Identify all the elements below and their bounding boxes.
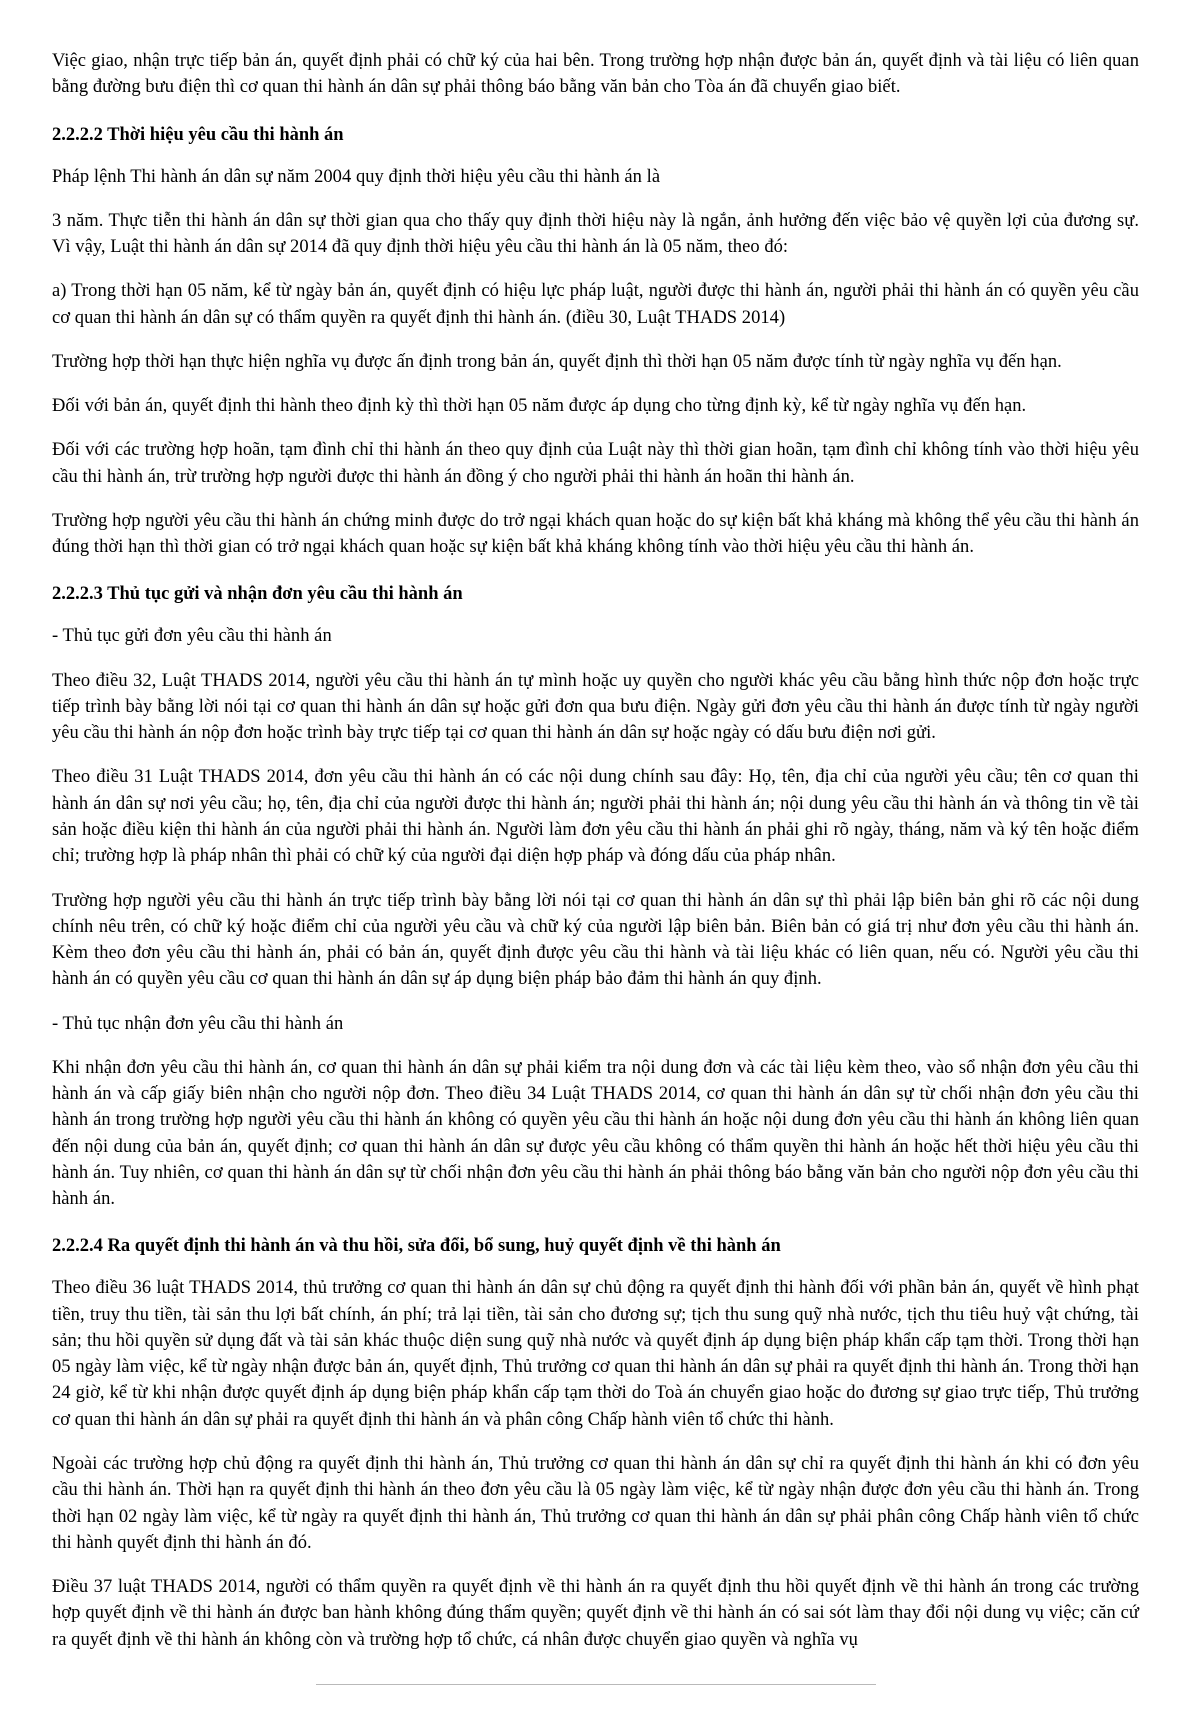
paragraph-dieu-31: Theo điều 31 Luật THADS 2014, đơn yêu cầu thi hành án có các nội dung chính sau đây: Họ, tên, địa chỉ của người yêu cầu; tên cơ quan thi hành án dân sự nơi yêu cầu; họ, tên, địa chỉ của người được thi hành án; người phải thi hành án; nội dung yêu cầu thi hành án và thông tin về tài sản hoặc điều kiện thi hành án của người phải thi hành án. Người làm đơn yêu cầu thi hành án phải ghi rõ ngày, tháng, năm và ký tên hoặc điểm chỉ; trường hợp là pháp nhân thì phải có chữ ký của người đại diện hợp pháp và đóng dấu của pháp nhân. <box>52 767 1139 867</box>
heading-2-2-2-2: 2.2.2.2 Thời hiệu yêu cầu thi hành án <box>52 124 344 145</box>
paragraph-dieu-34: Khi nhận đơn yêu cầu thi hành án, cơ quan thi hành án dân sự phải kiểm tra nội dung đơn và các tài liệu kèm theo, vào sổ nhận đơn yêu cầu thi hành án và cấp giấy biên nhận cho người nộp đơn. Theo điều 34 Luật THADS 2014, cơ quan thi hành án dân sự từ chối nhận đơn yêu cầu thi hành án trong trường hợp người yêu cầu thi hành án không có quyền yêu cầu thi hành án hoặc nội dung đơn yêu cầu thi hành án không liên quan đến nội dung của bản án, quyết định; cơ quan thi hành án dân sự được yêu cầu không có thẩm quyền thi hành án hoặc hết thời hiệu yêu cầu thi hành án. Tuy nhiên, cơ quan thi hành án dân sự từ chối nhận đơn yêu cầu thi hành án phải thông báo bằng văn bản cho người nộp đơn yêu cầu thi hành án. <box>52 1057 1139 1210</box>
paragraph-ngoai-cac-truong-hop: Ngoài các trường hợp chủ động ra quyết định thi hành án, Thủ trưởng cơ quan thi hành án dân sự chỉ ra quyết định thi hành án khi có đơn yêu cầu thi hành án. Thời hạn ra quyết định thi hành án theo đơn yêu cầu là 05 ngày làm việc, kể từ ngày nhận được đơn yêu cầu thi hành án. Trong thời hạn 02 ngày làm việc, kể từ ngày ra quyết định thi hành án, Thủ trưởng cơ quan thi hành án dân sự phải phân công Chấp hành viên tổ chức thi hành quyết định thi hành án đó. <box>52 1454 1139 1553</box>
paragraph-thu-tuc-nhan-don: - Thủ tục nhận đơn yêu cầu thi hành án <box>52 1013 344 1034</box>
heading-2-2-2-3: 2.2.2.3 Thủ tục gửi và nhận đơn yêu cầu thi hành án <box>52 584 463 605</box>
paragraph-dieu-37: Điều 37 luật THADS 2014, người có thẩm quyền ra quyết định về thi hành án ra quyết định thu hồi quyết định về thi hành án trong các trường hợp quyết định về thi hành án được ban hành không đúng thẩm quyền; quyết định về thi hành án có sai sót làm thay đổi nội dung vụ việc; căn cứ ra quyết định về thi hành án không còn và trường hợp tổ chức, cá nhân được chuyển giao quyền và nghĩa vụ <box>52 1577 1139 1650</box>
document-body <box>52 48 1139 1653</box>
paragraph-thoi-han-nghia-vu: Trường hợp thời hạn thực hiện nghĩa vụ được ấn định trong bản án, quyết định thì thời hạn 05 năm được tính từ ngày nghĩa vụ đến hạn. <box>52 351 1062 372</box>
heading-2-2-2-4: 2.2.2.4 Ra quyết định thi hành án và thu hồi, sửa đổi, bổ sung, huỷ quyết định về thi hành án <box>52 1236 781 1257</box>
paragraph-phap-lenh-2004: Pháp lệnh Thi hành án dân sự năm 2004 quy định thời hiệu yêu cầu thi hành án là <box>52 166 661 187</box>
paragraph-thu-tuc-gui-don: - Thủ tục gửi đơn yêu cầu thi hành án <box>52 626 332 647</box>
paragraph-3-nam: 3 năm. Thực tiễn thi hành án dân sự thời gian qua cho thấy quy định thời hiệu này là ngắn, ảnh hưởng đến việc bảo vệ quyền lợi của đương sự. Vì vậy, Luật thi hành án dân sự 2014 đã quy định thời hiệu yêu cầu thi hành án là 05 năm, theo đó: <box>52 210 1139 258</box>
paragraph-dinh-ky: Đối với bản án, quyết định thi hành theo định kỳ thì thời hạn 05 năm được áp dụng cho từng định kỳ, kể từ ngày nghĩa vụ đến hạn. <box>52 396 1027 417</box>
paragraph-trinh-bay-loi-noi: Trường hợp người yêu cầu thi hành án trực tiếp trình bày bằng lời nói tại cơ quan thi hành án dân sự thì phải lập biên bản ghi rõ các nội dung chính nêu trên, có chữ ký hoặc điểm chỉ của người yêu cầu và chữ ký của người lập biên bản. Biên bản có giá trị như đơn yêu cầu thi hành án. Kèm theo đơn yêu cầu thi hành án, phải có bản án, quyết định được yêu cầu thi hành và tài liệu khác có liên quan, nếu có. Người yêu cầu thi hành án có quyền yêu cầu cơ quan thi hành án dân sự áp dụng biện pháp bảo đảm thi hành án quy định. <box>52 890 1139 990</box>
paragraph-muc-a: a) Trong thời hạn 05 năm, kể từ ngày bản án, quyết định có hiệu lực pháp luật, người được thi hành án, người phải thi hành án có quyền yêu cầu cơ quan thi hành án dân sự có thẩm quyền ra quyết định thi hành án. (điều 30, Luật THADS 2014) <box>52 281 1139 328</box>
paragraph-tro-ngai-khach-quan: Trường hợp người yêu cầu thi hành án chứng minh được do trở ngại khách quan hoặc do sự kiện bất khả kháng mà không thể yêu cầu thi hành án đúng thời hạn thì thời gian có trở ngại khách quan hoặc sự kiện bất khả kháng không tính vào thời hiệu yêu cầu thi hành án. <box>52 510 1139 558</box>
paragraph-hoan-tam-dinh-chi: Đối với các trường hợp hoãn, tạm đình chỉ thi hành án theo quy định của Luật này thì thời gian hoãn, tạm đình chỉ không tính vào thời hiệu yêu cầu thi hành án, trừ trường hợp người được thi hành án đồng ý cho người phải thi hành án hoãn thi hành án. <box>52 440 1139 487</box>
paragraph-dieu-32: Theo điều 32, Luật THADS 2014, người yêu cầu thi hành án tự mình hoặc uy quyền cho người khác yêu cầu bằng hình thức nộp đơn hoặc trực tiếp trình bày bằng lời nói tại cơ quan thi hành án dân sự hoặc gửi đơn qua bưu điện. Ngày gửi đơn yêu cầu thi hành án được tính từ ngày người yêu cầu thi hành án nộp đơn hoặc trình bày trực tiếp tại cơ quan thi hành án dân sự hoặc ngày có dấu bưu điện nơi gửi. <box>52 670 1139 744</box>
paragraph-intro-giao-nhan: Việc giao, nhận trực tiếp bản án, quyết định phải có chữ ký của hai bên. Trong trường hợp nhận được bản án, quyết định và tài liệu có liên quan bằng đường bưu điện thì cơ quan thi hành án dân sự phải thông báo bằng văn bản cho Tòa án đã chuyển giao biết. <box>52 51 1139 98</box>
paragraph-dieu-36: Theo điều 36 luật THADS 2014, thủ trưởng cơ quan thi hành án dân sự chủ động ra quyết định thi hành đối với phần bản án, quyết về hình phạt tiền, truy thu tiền, tài sản thu lợi bất chính, án phí; trả lại tiền, tài sản cho đương sự; tịch thu sung quỹ nhà nước, tịch thu tiêu huỷ vật chứng, tài sản; thu hồi quyền sử dụng đất và tài sản khác thuộc diện sung quỹ nhà nước và quyết định áp dụng biện pháp khẩn cấp tạm thời. Trong thời hạn 05 ngày làm việc, kể từ ngày nhận được bản án, quyết định, Thủ trưởng cơ quan thi hành án dân sự phải ra quyết định thi hành án. Trong thời hạn 24 giờ, kể từ khi nhận được quyết định áp dụng biện pháp khẩn cấp tạm thời do Toà án chuyển giao hoặc do đương sự giao trực tiếp, Thủ trưởng cơ quan thi hành án dân sự phải ra quyết định thi hành án và phân công Chấp hành viên tổ chức thi hành. <box>52 1278 1139 1430</box>
